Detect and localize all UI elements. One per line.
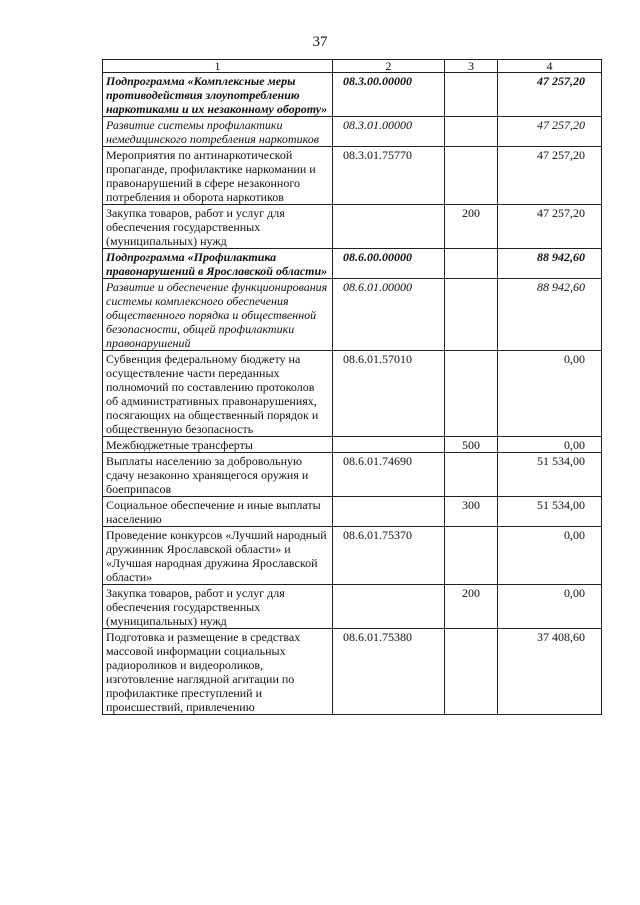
row-code-cell: 08.6.01.57010 [333, 351, 445, 437]
row-name-cell: Развитие системы профилактики немедицинского потребления наркотиков [103, 117, 333, 147]
row-code-cell [333, 205, 445, 249]
row-expense-type-cell [445, 629, 498, 715]
row-code-cell: 08.6.01.74690 [333, 453, 445, 497]
column-number: 3 [445, 60, 498, 73]
column-number: 2 [333, 60, 445, 73]
table-row [103, 629, 602, 715]
row-name-cell: Закупка товаров, работ и услуг для обеспечения государственных (муниципальных) нужд [103, 205, 333, 249]
column-number: 1 [103, 60, 333, 73]
row-amount-cell: 47 257,20 [498, 117, 602, 147]
row-expense-type-cell: 500 [445, 437, 498, 453]
table-row [103, 351, 602, 437]
row-code-cell [333, 497, 445, 527]
row-expense-type-cell [445, 527, 498, 585]
row-name-cell: Подготовка и размещение в средствах массовой информации социальных радиороликов и видеороликов, изготовление наглядной агитации по профилактике преступлений и происшествий, привлечению [103, 629, 333, 715]
row-expense-type-cell [445, 147, 498, 205]
table-row [103, 205, 602, 249]
row-expense-type-cell: 200 [445, 205, 498, 249]
row-amount-cell: 47 257,20 [498, 205, 602, 249]
table-row [103, 585, 602, 629]
row-name-cell: Проведение конкурсов «Лучший народный дружинник Ярославской области» и «Лучшая народная дружина Ярославской области» [103, 527, 333, 585]
row-amount-cell: 88 942,60 [498, 249, 602, 279]
row-amount-cell: 47 257,20 [498, 73, 602, 117]
column-number: 4 [498, 60, 602, 73]
row-code-cell: 08.6.01.75370 [333, 527, 445, 585]
row-name-cell: Социальное обеспечение и иные выплаты населению [103, 497, 333, 527]
row-amount-cell: 51 534,00 [498, 497, 602, 527]
row-code-cell [333, 437, 445, 453]
direction-row [103, 279, 602, 351]
row-expense-type-cell: 300 [445, 497, 498, 527]
subprogram-row [103, 73, 602, 117]
row-name-cell: Выплаты населению за добровольную сдачу незаконно хранящегося оружия и боеприпасов [103, 453, 333, 497]
row-amount-cell: 0,00 [498, 527, 602, 585]
row-expense-type-cell [445, 73, 498, 117]
row-name-cell: Межбюджетные трансферты [103, 437, 333, 453]
column-number-row [103, 60, 602, 73]
row-expense-type-cell [445, 279, 498, 351]
row-expense-type-cell [445, 117, 498, 147]
row-amount-cell: 0,00 [498, 437, 602, 453]
row-name-cell: Развитие и обеспечение функционирования системы комплексного обеспечения общественного порядка и общественной безопасности, общей профилактики правонарушений [103, 279, 333, 351]
row-name-cell: Субвенция федеральному бюджету на осуществление части переданных полномочий по составлению протоколов об административных правонарушениях, посягающих на общественный порядок и общественную безопасность [103, 351, 333, 437]
table-row [103, 497, 602, 527]
row-amount-cell: 0,00 [498, 585, 602, 629]
table-row [103, 453, 602, 497]
direction-row [103, 117, 602, 147]
table-row [103, 437, 602, 453]
row-code-cell [333, 585, 445, 629]
row-code-cell: 08.3.01.00000 [333, 117, 445, 147]
row-expense-type-cell [445, 249, 498, 279]
row-amount-cell: 47 257,20 [498, 147, 602, 205]
row-name-cell: Закупка товаров, работ и услуг для обеспечения государственных (муниципальных) нужд [103, 585, 333, 629]
row-name-cell: Подпрограмма «Профилактика правонарушений в Ярославской области» [103, 249, 333, 279]
budget-table [102, 59, 602, 715]
row-amount-cell: 0,00 [498, 351, 602, 437]
row-code-cell: 08.6.01.00000 [333, 279, 445, 351]
row-expense-type-cell [445, 351, 498, 437]
row-amount-cell: 37 408,60 [498, 629, 602, 715]
subprogram-row [103, 249, 602, 279]
table-row [103, 147, 602, 205]
row-code-cell: 08.6.01.75380 [333, 629, 445, 715]
page-number: 37 [312, 34, 328, 50]
row-code-cell: 08.3.00.00000 [333, 73, 445, 117]
row-amount-cell: 88 942,60 [498, 279, 602, 351]
row-amount-cell: 51 534,00 [498, 453, 602, 497]
row-expense-type-cell: 200 [445, 585, 498, 629]
row-code-cell: 08.6.00.00000 [333, 249, 445, 279]
table-row [103, 527, 602, 585]
row-expense-type-cell [445, 453, 498, 497]
row-name-cell: Мероприятия по антинаркотической пропаганде, профилактике наркомании и правонарушений в сфере незаконного потребления и оборота наркотиков [103, 147, 333, 205]
row-code-cell: 08.3.01.75770 [333, 147, 445, 205]
row-name-cell: Подпрограмма «Комплексные меры противодействия злоупотреблению наркотиками и их незаконному обороту» [103, 73, 333, 117]
